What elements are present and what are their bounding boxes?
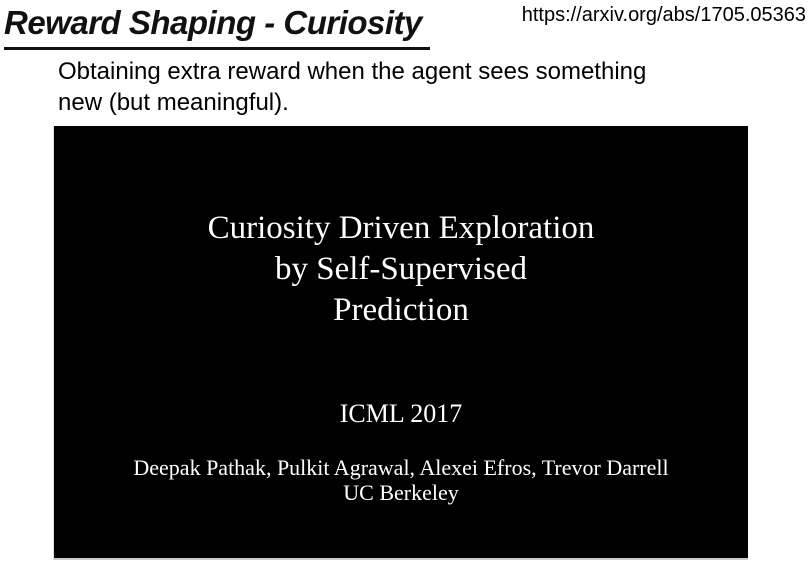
slide-title: Reward Shaping - Curiosity: [4, 2, 430, 50]
paper-authors-block: [54, 455, 748, 505]
arxiv-link[interactable]: https://arxiv.org/abs/1705.05363: [521, 4, 806, 26]
paper-affiliation: UC Berkeley: [343, 480, 459, 505]
paper-title-line3: Prediction: [333, 292, 469, 328]
paper-venue: ICML 2017: [339, 399, 463, 428]
paper-title-line1: Curiosity Driven Exploration: [207, 210, 595, 246]
paper-title: [54, 208, 748, 331]
paper-authors: Deepak Pathak, Pulkit Agrawal, Alexei Efros, Trevor Darrell: [133, 455, 669, 480]
body-text-line2: new (but meaningful).: [58, 89, 289, 116]
body-text: [58, 56, 646, 118]
body-text-line1: Obtaining extra reward when the agent sees something: [58, 58, 647, 85]
embedded-video-frame[interactable]: [53, 126, 748, 560]
paper-title-line2: by Self-Supervised: [274, 251, 528, 287]
